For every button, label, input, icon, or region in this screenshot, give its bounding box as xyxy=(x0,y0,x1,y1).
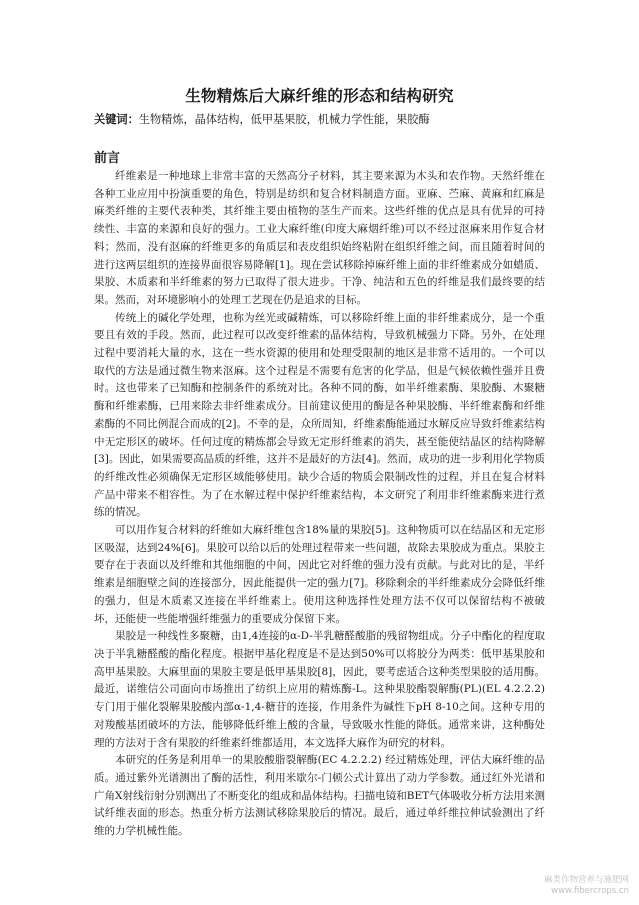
section-heading: 前言 xyxy=(94,151,121,166)
keywords-line xyxy=(94,111,564,128)
watermark-name: 麻类作物营养与施肥网 xyxy=(543,875,629,885)
paper-title: 生物精炼后大麻纤维的形态和结构研究 xyxy=(185,87,454,105)
paragraph-3: 可以用作复合材料的纤维如大麻纤维包含18%量的果胶[5]。这种物质可以在结晶区和无定形区吸湿，达到24%[6]。果胶可以给以后的处理过程带来一些问题，故除去果胶成为重点。果胶主要存在于表面以及纤维和其他细胞的中间，因此它对纤维的强力没有贡献。与此对比的是，半纤维素是细胞壁之间的连接部分，因此能提供一定的强力[7]。移除剩余的半纤维素成分会降低纤维的强力，但是木质素又连接在半纤维素上。使用这种选择性处理方法不仅可以保留结构不被破坏，还能使一些能增强纤维强力的重要成分保留下来。 xyxy=(94,524,545,625)
body-text xyxy=(94,168,545,841)
site-watermark xyxy=(544,875,629,897)
watermark-url: www.fibercrops.cn xyxy=(551,886,629,896)
paragraph-2: 传统上的碱化学处理，也称为丝光或碱精炼，可以移除纤维上面的非纤维素成分，是一个重要且有效的手段。然而，此过程可以改变纤维素的晶体结构，导致机械强力下降。另外，在处理过程中要消耗大量的水，这在一些水资源的使用和处理受限制的地区是非常不适用的。一个可以取代的方法是通过微生物来沤麻。这个过程是不需要有危害的化学品，但是气候依赖性强并且费时。这也带来了已知酶和控制条件的系统对比。各种不同的酶，如半纤维素酶、果胶酶、木聚糖酶和纤维素酶，已用来除去非纤维素成分。目前建议使用的酶是各种果胶酶、半纤维素酶和纤维素酶的不同比例混合而成的[2]。不幸的是，众所周知，纤维素酶能通过水解反应导致纤维素结构中无定形区的破坏。任何过度的精炼都会导致无定形纤维素的消失，甚至能使结晶区的结构降解[3]。因此，如果需要高品质的纤维，这并不是最好的方法[4]。然而，成功的进一步利用化学物质的纤维改性必须确保无定形区域能够使用。缺少合适的物质会限制改性的过程，并且在复合材料产品中带来不相容性。为了在水解过程中保护纤维素结构，本文研究了利用非纤维素酶来进行煮练的情况。 xyxy=(94,311,545,519)
keywords-label: 关键词： xyxy=(94,112,139,126)
paragraph-1: 纤维素是一种地球上非常丰富的天然高分子材料，其主要来源为木头和农作物。天然纤维在各种工业应用中扮演重要的角色，特别是纺织和复合材料制造方面。亚麻、苎麻、黄麻和红麻是麻类纤维的主要代表种类，其纤维主要由植物的茎生产而来。这些纤维的优点是具有优异的可持续性、丰富的来源和良好的强力。工业大麻纤维(印度大麻烟纤维)可以不经过沤麻来用作复合材料；然而，没有沤麻的纤维更多的角质层和表皮组织始终粘附在组织纤维之间，而且随着时间的进行这两层组织的连接界面很容易降解[1]。现在尝试移除掉麻纤维上面的非纤维素成分如蜡质、果胶、木质素和半纤维素的努力已取得了很大进步。干净、纯洁和五色的纤维是我们最终要的结果。然而，对环境影响小的处理工艺现在仍是追求的目标。 xyxy=(94,170,545,306)
paragraph-4: 果胶是一种线性多聚糖，由1,4连接的α-D-半乳糖醛酸脂的残留物组成。分子中酯化的程度取决于半乳糖醛酸的酯化程度。根据甲基化程度是不是达到50%可以将胶分为两类：低甲基果胶和高甲基果胶。大麻里面的果胶主要是低甲基果胶[8]，因此，要考虑适合这种类型果胶的适用酶。最近，诺维信公司面向市场推出了纺织上应用的精炼酶-L。这种果胶酯裂解酶(PL)(EL 4.2.2.2)专门用于催化裂解果胶酸内部α-1,4-糖苷的连接，作用条件为碱性下pH 8-10之间。这种专用的对羧酸基团破坏的方法，能够降低纤维上酸的含量，导致吸水性能的降低。通常来讲，这种酶处理的方法对于含有果胶的纤维素纤维都适用，本文选择大麻作为研究的材料。 xyxy=(94,630,545,749)
paragraph-5: 本研究的任务是利用单一的果胶酸脂裂解酶(EC 4.2.2.2) 经过精炼处理，评估大麻纤维的品质。通过紫外光谱测出了酶的活性，利用米歇尔-门顿公式计算出了动力学参数。通过红外光谱和广角X射线衍射分别测出了不断变化的组成和晶体结构。扫描电镜和BET气体吸收分析方法用来测试纤维表面的形态。热重分析方法测试移除果胶后的情况。最后，通过单纤维拉伸试验测出了纤维的力学机械性能。 xyxy=(94,754,545,838)
keywords-text: 生物精炼，晶体结构，低甲基果胶，机械力学性能，果胶酶 xyxy=(138,113,430,126)
